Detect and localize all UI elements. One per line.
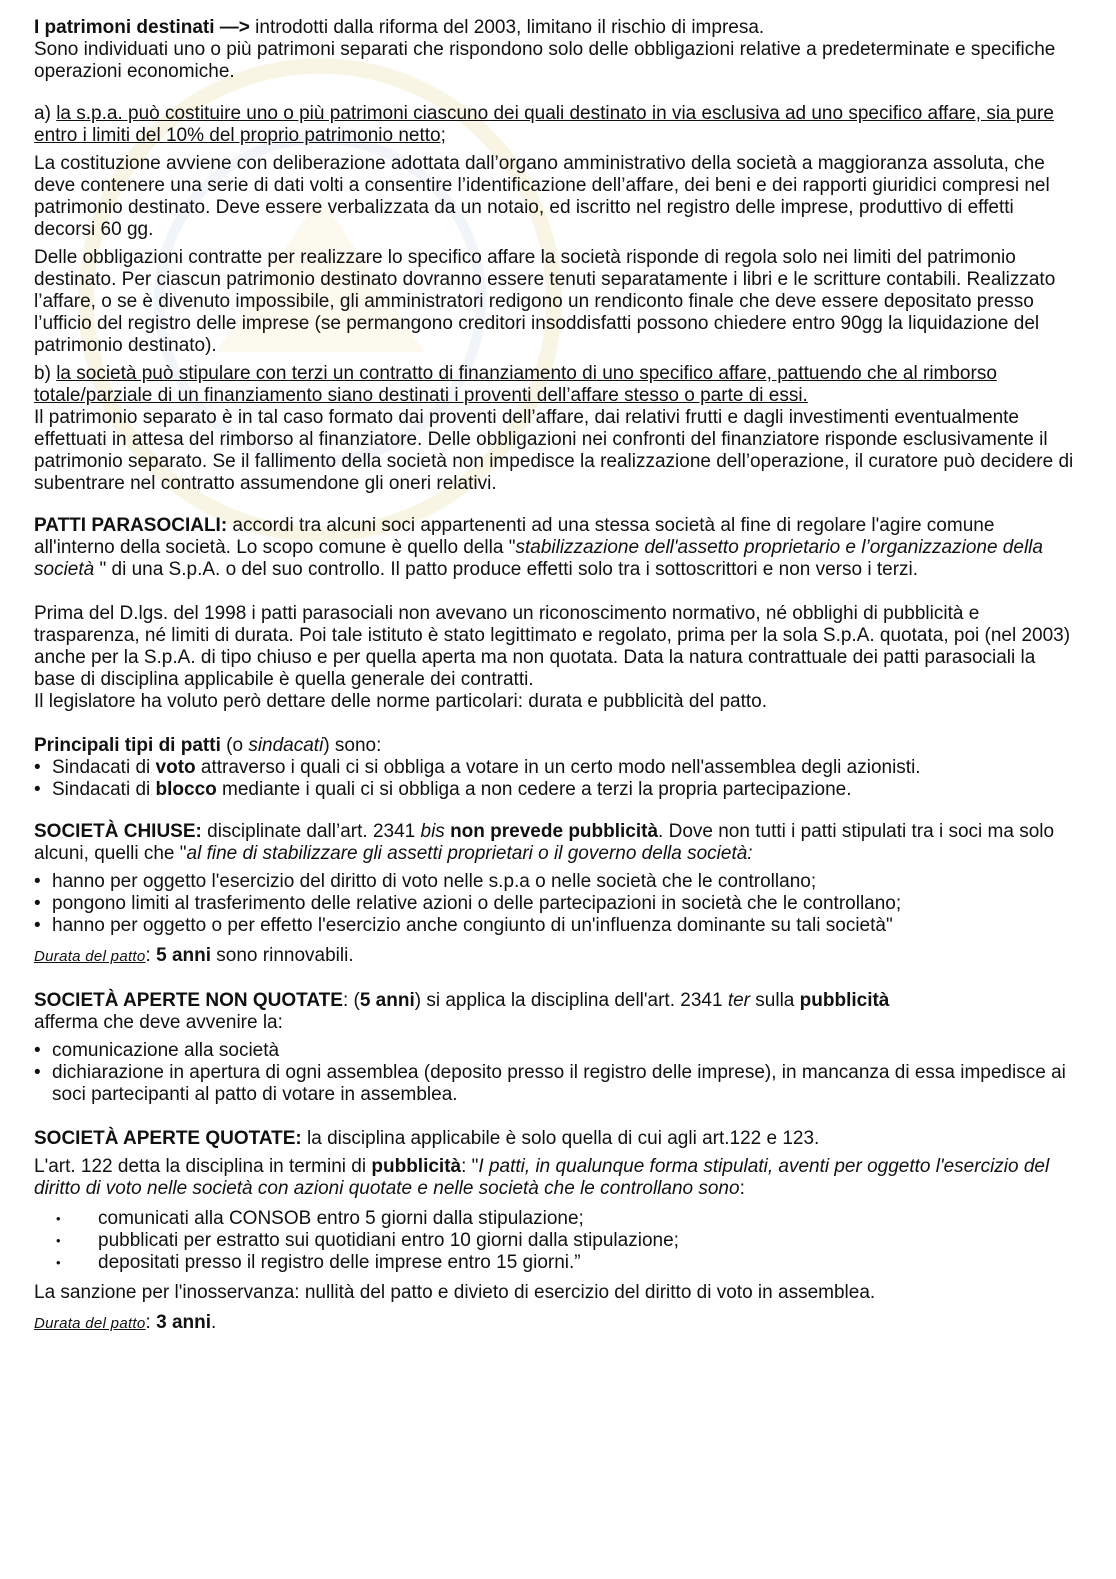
paragraph-art-122: L'art. 122 detta la disciplina in termini di pubblicità: "I patti, in qualunque forma stipulati, aventi per oggetto l'esercizio del diritto di voto nelle società con azioni quotate e nelle società che le controllano sono: bbox=[34, 1156, 1050, 1199]
paragraph-patrimoni-intro: I patrimoni destinati —> introdotti dalla riforma del 2003, limitano il rischio di impresa. Sono individuati uno o più patrimoni separati che rispondono solo delle obbligazioni relative a predeterminate e specifiche operazioni economiche. bbox=[34, 17, 1056, 82]
durata-societa-chiuse: Durata del patto: 5 anni sono rinnovabili. bbox=[34, 945, 354, 966]
heading-aperte-non-quotate: SOCIETÀ APERTE NON QUOTATE bbox=[34, 990, 343, 1011]
list-item: • comunicazione alla società bbox=[34, 1040, 1079, 1062]
heading-aperte-quotate: SOCIETÀ APERTE QUOTATE: bbox=[34, 1128, 302, 1149]
paragraph-point-a: a) la s.p.a. può costituire uno o più patrimoni ciascuno dei quali destinato in via esclusiva ad uno specifico affare, sia pure entro i limiti del 10% del proprio patrimonio netto; bbox=[34, 103, 1054, 146]
list-item: • pubblicati per estratto sui quotidiani entro 10 giorni dalla stipulazione; bbox=[34, 1230, 1079, 1252]
list-item: • hanno per oggetto l'esercizio del diritto di voto nelle s.p.a o nelle società che le controllano; bbox=[34, 871, 1079, 893]
list-aperte-quotate bbox=[34, 1208, 1079, 1274]
paragraph-legislatore: Il legislatore ha voluto però dettare delle norme particolari: durata e pubblicità del patto. bbox=[34, 691, 767, 712]
paragraph-principali-tipi: Principali tipi di patti (o sindacati) sono: bbox=[34, 735, 382, 756]
list-item: • dichiarazione in apertura di ogni assemblea (deposito presso il registro delle imprese), in mancanza di essa impedisce ai soci partecipanti al patto di votare in assemblea. bbox=[34, 1062, 1079, 1106]
paragraph-aperte-non-quotate: SOCIETÀ APERTE NON QUOTATE: (5 anni) si applica la disciplina dell'art. 2341 ter sulla pubblicità afferma che deve avvenire la: bbox=[34, 990, 890, 1033]
paragraph-point-b: b) la società può stipulare con terzi un contratto di finanziamento di uno specifico affare, pattuendo che al rimborso totale/parziale di un finanziamento siano destinati i proventi dell’affare stesso o parte di essi. Il patrimonio separato è in tal caso formato dai proventi dell’affare, dai relativi frutti e dagli investimenti eventualmente effettuati in attesa del rimborso al finanziatore. Delle obbligazioni nei confronti del finanziatore risponde esclusivamente il patrimonio separato. Se il fallimento della società non impedisce la realizzazione dell’operazione, il curatore può decidere di subentrare nel contratto assumendone gli oneri relativi. bbox=[34, 363, 1074, 494]
paragraph-costituzione: La costituzione avviene con deliberazione adottata dall’organo amministrativo della società a maggioranza assoluta, che deve contenere una serie di dati volti a consentire l’identificazione dell’affare, dei beni e dei rapporti giuridici compresi nel patrimonio destinato. Deve essere verbalizzata da un notaio, ed iscritto nel registro delle imprese, produttivo di effetti decorsi 60 gg. bbox=[34, 153, 1050, 240]
list-item: • comunicati alla CONSOB entro 5 giorni dalla stipulazione; bbox=[34, 1208, 1079, 1230]
list-societa-chiuse bbox=[34, 871, 1079, 937]
list-aperte-non-quotate bbox=[34, 1040, 1079, 1106]
durata-aperte-quotate: Durata del patto: 3 anni. bbox=[34, 1312, 217, 1333]
list-item: • pongono limiti al trasferimento delle relative azioni o delle partecipazioni in società che le controllano; bbox=[34, 893, 1079, 915]
paragraph-societa-chiuse: SOCIETÀ CHIUSE: disciplinate dall’art. 2341 bis non prevede pubblicità. Dove non tutti i patti stipulati tra i soci ma solo alcuni, quelli che "al fine di stabilizzare gli assetti proprietari o il governo della società: bbox=[34, 821, 1055, 864]
paragraph-patti-parasociali: PATTI PARASOCIALI: accordi tra alcuni soci appartenenti ad una stessa società al fine di regolare l'agire comune all'interno della società. Lo scopo comune è quello della "stabilizzazione dell'assetto proprietario e l’organizzazione della società " di una S.p.A. o del suo controllo. Il patto produce effetti solo tra i sottoscrittori e non verso i terzi. bbox=[34, 515, 1043, 580]
paragraph-sanzione: La sanzione per l'inosservanza: nullità del patto e divieto di esercizio del diritto di voto in assemblea. bbox=[34, 1282, 876, 1303]
list-item: • Sindacati di blocco mediante i quali ci si obbliga a non cedere a terzi la propria partecipazione. bbox=[34, 779, 1079, 801]
paragraph-prima-dlgs: Prima del D.lgs. del 1998 i patti parasociali non avevano un riconoscimento normativo, né obblighi di pubblicità e trasparenza, né limiti di durata. Poi tale istituto è stato legittimato e regolato, prima per la sola S.p.A. quotata, poi (nel 2003) anche per la S.p.A. di tipo chiuso e per quella aperta ma non quotata. Data la natura contrattuale dei patti parasociali la base di disciplina applicabile è quella generale dei contratti. bbox=[34, 603, 1071, 690]
paragraph-aperte-quotate: SOCIETÀ APERTE QUOTATE: la disciplina applicabile è solo quella di cui agli art.122 e 123. bbox=[34, 1128, 820, 1149]
list-tipi-patti bbox=[34, 757, 1079, 801]
heading-patti-parasociali: PATTI PARASOCIALI: bbox=[34, 515, 228, 536]
list-item: • depositati presso il registro delle imprese entro 15 giorni.” bbox=[34, 1252, 1079, 1274]
document-body bbox=[34, 17, 1079, 1335]
list-item: • Sindacati di voto attraverso i quali ci si obbliga a votare in un certo modo nell'assemblea degli azionisti. bbox=[34, 757, 1079, 779]
list-item: • hanno per oggetto o per effetto l'esercizio anche congiunto di un'influenza dominante su tali società" bbox=[34, 915, 1079, 937]
heading-societa-chiuse: SOCIETÀ CHIUSE: bbox=[34, 821, 202, 842]
paragraph-obbligazioni: Delle obbligazioni contratte per realizzare lo specifico affare la società risponde di regola solo nei limiti del patrimonio destinato. Per ciascun patrimonio destinato dovranno essere tenuti separatamente i libri e le scritture contabili. Realizzato l’affare, o se è divenuto impossibile, gli amministratori redigono un rendiconto finale che deve essere depositato presso l’ufficio del registro delle imprese (se permangono creditori insoddisfatti possono chiedere entro 90gg la liquidazione del patrimonio destinato). bbox=[34, 247, 1056, 356]
heading-patrimoni-destinati: I patrimoni destinati —> bbox=[34, 17, 250, 38]
